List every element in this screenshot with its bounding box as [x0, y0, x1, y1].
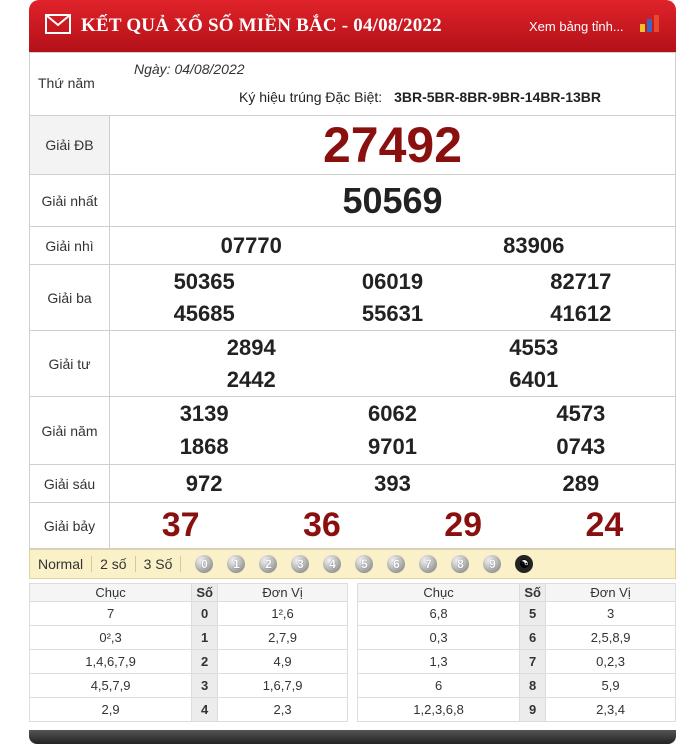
table-row: 1,3 7 0,2,3 — [358, 650, 676, 674]
special-code-line — [239, 89, 601, 105]
prize-number-bay: 29 — [444, 506, 483, 544]
table-row: 1,4,6,7,9 2 4,9 — [30, 650, 348, 674]
table-row: 7 0 1²,6 — [30, 602, 348, 626]
page-title: KẾT QUẢ XỔ SỐ MIỀN BẮC - 04/08/2022 — [81, 15, 442, 36]
digit-ball-7[interactable]: 7 — [419, 555, 437, 573]
digit-ball-3[interactable]: 3 — [291, 555, 309, 573]
prize-number-nhi: 07770 — [220, 232, 282, 258]
prize-number-db: 27492 — [110, 116, 676, 175]
filter-normal[interactable]: Normal — [30, 556, 92, 572]
digit-ball-5[interactable]: 5 — [355, 555, 373, 573]
digit-ball-0[interactable]: 0 — [195, 555, 213, 573]
prize-number-tu: 6401 — [509, 366, 559, 392]
prize-number-sau: 393 — [374, 470, 411, 496]
footer-bar — [29, 730, 676, 744]
filter-3-digits[interactable]: 3 Số — [136, 556, 182, 572]
prize-label-db: Giải ĐB — [30, 116, 110, 175]
header-donvi: Đơn Vị — [546, 584, 676, 602]
prize-number-nam: 6062 — [368, 401, 417, 426]
prize-label-nam: Giải năm — [30, 397, 110, 465]
prize-label-ba: Giải ba — [30, 265, 110, 331]
prize-number-ba: 50365 — [173, 268, 235, 294]
loto-stats — [29, 583, 676, 722]
filter-2-digits[interactable]: 2 số — [92, 556, 135, 572]
prize-number-ba: 06019 — [361, 268, 424, 294]
table-row: 6 8 5,9 — [358, 674, 676, 698]
results-table — [29, 52, 676, 549]
view-province-link[interactable]: Xem bảng tỉnh... — [529, 19, 624, 34]
info-row — [30, 53, 675, 115]
table-row: 0,3 6 2,5,8,9 — [358, 626, 676, 650]
mail-icon — [45, 14, 71, 34]
prize-number-nam: 3139 — [179, 401, 229, 426]
weekday: Thứ năm — [38, 75, 95, 91]
special-code-label: Ký hiệu trúng Đặc Biệt: — [239, 89, 383, 105]
table-row: 6,8 5 3 — [358, 602, 676, 626]
bar-chart-icon[interactable] — [639, 14, 661, 32]
prize-number-nhat: 50569 — [110, 175, 676, 227]
header-so: Số — [520, 584, 546, 602]
prize-number-bay: 24 — [585, 506, 624, 544]
table-row: 4,5,7,9 3 1,6,7,9 — [30, 674, 348, 698]
yin-yang-icon[interactable]: ☯ — [515, 555, 533, 573]
prize-number-tu: 4553 — [509, 334, 559, 360]
prize-label-nhat: Giải nhất — [30, 175, 110, 227]
prize-number-nam: 4573 — [556, 401, 606, 426]
table-row: 0²,3 1 2,7,9 — [30, 626, 348, 650]
header-donvi: Đơn Vị — [218, 584, 348, 602]
digit-ball-9[interactable]: 9 — [483, 555, 501, 573]
table-row: 1,2,3,6,8 9 2,3,4 — [358, 698, 676, 722]
prize-number-nam: 9701 — [368, 434, 417, 459]
prize-label-tu: Giải tư — [30, 331, 110, 397]
prize-label-nhi: Giải nhì — [30, 227, 110, 265]
prize-number-ba: 82717 — [550, 268, 612, 294]
table-row: 2,9 4 2,3 — [30, 698, 348, 722]
prize-number-nhi: 83906 — [503, 232, 565, 258]
prize-number-tu: 2894 — [226, 334, 276, 360]
header-chuc: Chục — [358, 584, 520, 602]
prize-number-ba: 41612 — [550, 300, 612, 326]
prize-number-nam: 0743 — [556, 434, 606, 459]
filter-bar — [29, 549, 676, 579]
prize-label-sau: Giải sáu — [30, 465, 110, 503]
header-chuc: Chục — [30, 584, 192, 602]
prize-number-bay: 37 — [161, 506, 200, 544]
loto-table-right — [357, 583, 676, 722]
prize-number-bay: 36 — [302, 506, 341, 544]
prize-number-ba: 55631 — [361, 300, 424, 326]
header-so: Số — [192, 584, 218, 602]
prize-label-bay: Giải bảy — [30, 503, 110, 549]
digit-ball-1[interactable]: 1 — [227, 555, 245, 573]
prize-number-sau: 289 — [562, 470, 600, 496]
results-panel — [29, 0, 676, 744]
digit-ball-6[interactable]: 6 — [387, 555, 405, 573]
digit-ball-2[interactable]: 2 — [259, 555, 277, 573]
loto-table-left — [29, 583, 348, 722]
draw-date: Ngày: 04/08/2022 — [134, 61, 245, 77]
prize-number-ba: 45685 — [173, 300, 235, 326]
digit-ball-8[interactable]: 8 — [451, 555, 469, 573]
prize-number-sau: 972 — [185, 470, 223, 496]
prize-number-nam: 1868 — [179, 434, 229, 459]
special-code: 3BR-5BR-8BR-9BR-14BR-13BR — [394, 89, 602, 105]
header-bar — [29, 0, 676, 52]
prize-number-tu: 2442 — [226, 366, 276, 392]
digit-ball-4[interactable]: 4 — [323, 555, 341, 573]
